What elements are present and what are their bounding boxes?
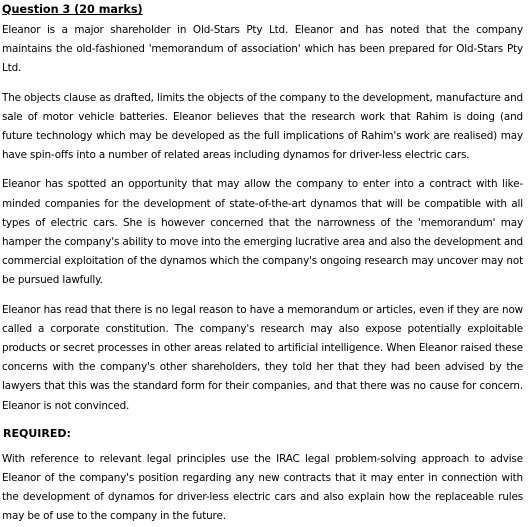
paragraph-intro: Eleanor is a major shareholder in Old-Stars Pty Ltd. Eleanor and has noted that the company maintains the old-fashioned 'memorandum of association' which has been prepared for Old-Stars Pty Ltd. bbox=[2, 24, 523, 75]
paragraph-opportunity: Eleanor has spotted an opportunity that may allow the company to enter into a contract with like-minded companies for the development of state-of-the-art dynamos that will be compatible with all types of electric cars. She is however concerned that the narrowness of the 'memorandum' may hamper the company's ability to move into the emerging lucrative area and also the development and commercial exploitation of the dynamos which the company's ongoing research may uncover may not be pursued lawfully. bbox=[2, 178, 523, 287]
question-heading: Question 3 (20 marks) bbox=[2, 3, 143, 16]
required-label: REQUIRED: bbox=[3, 426, 71, 440]
paragraph-objects-clause: The objects clause as drafted, limits the objects of the company to the development, manufacture and sale of motor vehicle batteries. Eleanor believes that the research work that Rahim is doing (and future technology which may be developed as the full implications of Rahim's work are realised) may have spin-offs into a number of related areas including dynamos for driver-less electric cars. bbox=[2, 91, 523, 162]
paragraph-concerns: Eleanor has read that there is no legal reason to have a memorandum or articles, even if they are now called a corporate constitution. The company's research may also expose potentially exploitable products or secret processes in other areas related to artificial intelligence. When Eleanor raised these concerns with the company's other shareholders, they told her that they had been advised by the lawyers that this was the standard form for their companies, and that there was no cause for concern. Eleanor is not convinced. bbox=[2, 303, 523, 412]
required-text: With reference to relevant legal principles use the IRAC legal problem-solving approach to advise Eleanor of the company's position regarding any new contracts that it may enter in connection with the development of dynamos for driver-less electric cars and also explain how the replaceable rules may be of use to the company in the future. bbox=[2, 452, 523, 523]
